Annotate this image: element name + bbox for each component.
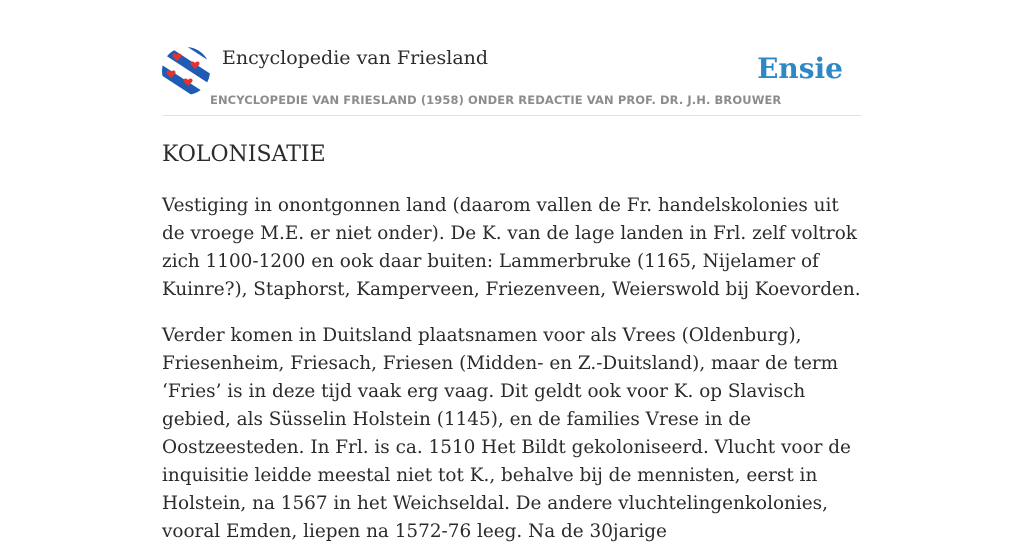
article-page (162, 0, 862, 542)
frisian-flag-icon[interactable] (162, 47, 210, 95)
article-paragraph: Vestiging in onontgonnen land (daarom vallen de Fr. handelskolonies uit de vroege M.E. er niet onder). De K. van de lage landen in Frl. zelf voltrok zich 1100-1200 en ook daar buiten: Lammerbruke (1165, Nijelamer of Kuinre?), Staphorst, Kamperveen, Friezenveen, Weierswold bij Koevorden. (162, 195, 861, 300)
header-divider (162, 115, 862, 116)
article-title: KOLONISATIE (162, 142, 326, 167)
ensie-logo[interactable]: Ensie (757, 52, 843, 85)
encyclopedia-subtitle: ENCYCLOPEDIE VAN FRIESLAND (1958) ONDER REDACTIE VAN PROF. DR. J.H. BROUWER (210, 93, 782, 107)
site-title[interactable]: Encyclopedie van Friesland (222, 47, 489, 69)
article-paragraph: Verder komen in Duitsland plaatsnamen voor als Vrees (Oldenburg), Friesenheim, Friesach, Friesen (Midden- en Z.-Duitsland), maar de term ‘Fries’ is in deze tijd vaak erg vaag. Dit geldt ook voor K. op Slavisch gebied, als Süsselin Holstein (1145), en de families Vrese in de Oostzeesteden. In Frl. is ca. 1510 Het Bildt gekoloniseerd. Vlucht voor de inquisitie leidde meestal niet tot K., behalve bij de mennisten, eerst in Holstein, na 1567 in het Weichseldal. De andere vluchtelingenkolonies, vooral Emden, liepen na 1572-76 leeg. Na de 30jarige (162, 325, 851, 542)
